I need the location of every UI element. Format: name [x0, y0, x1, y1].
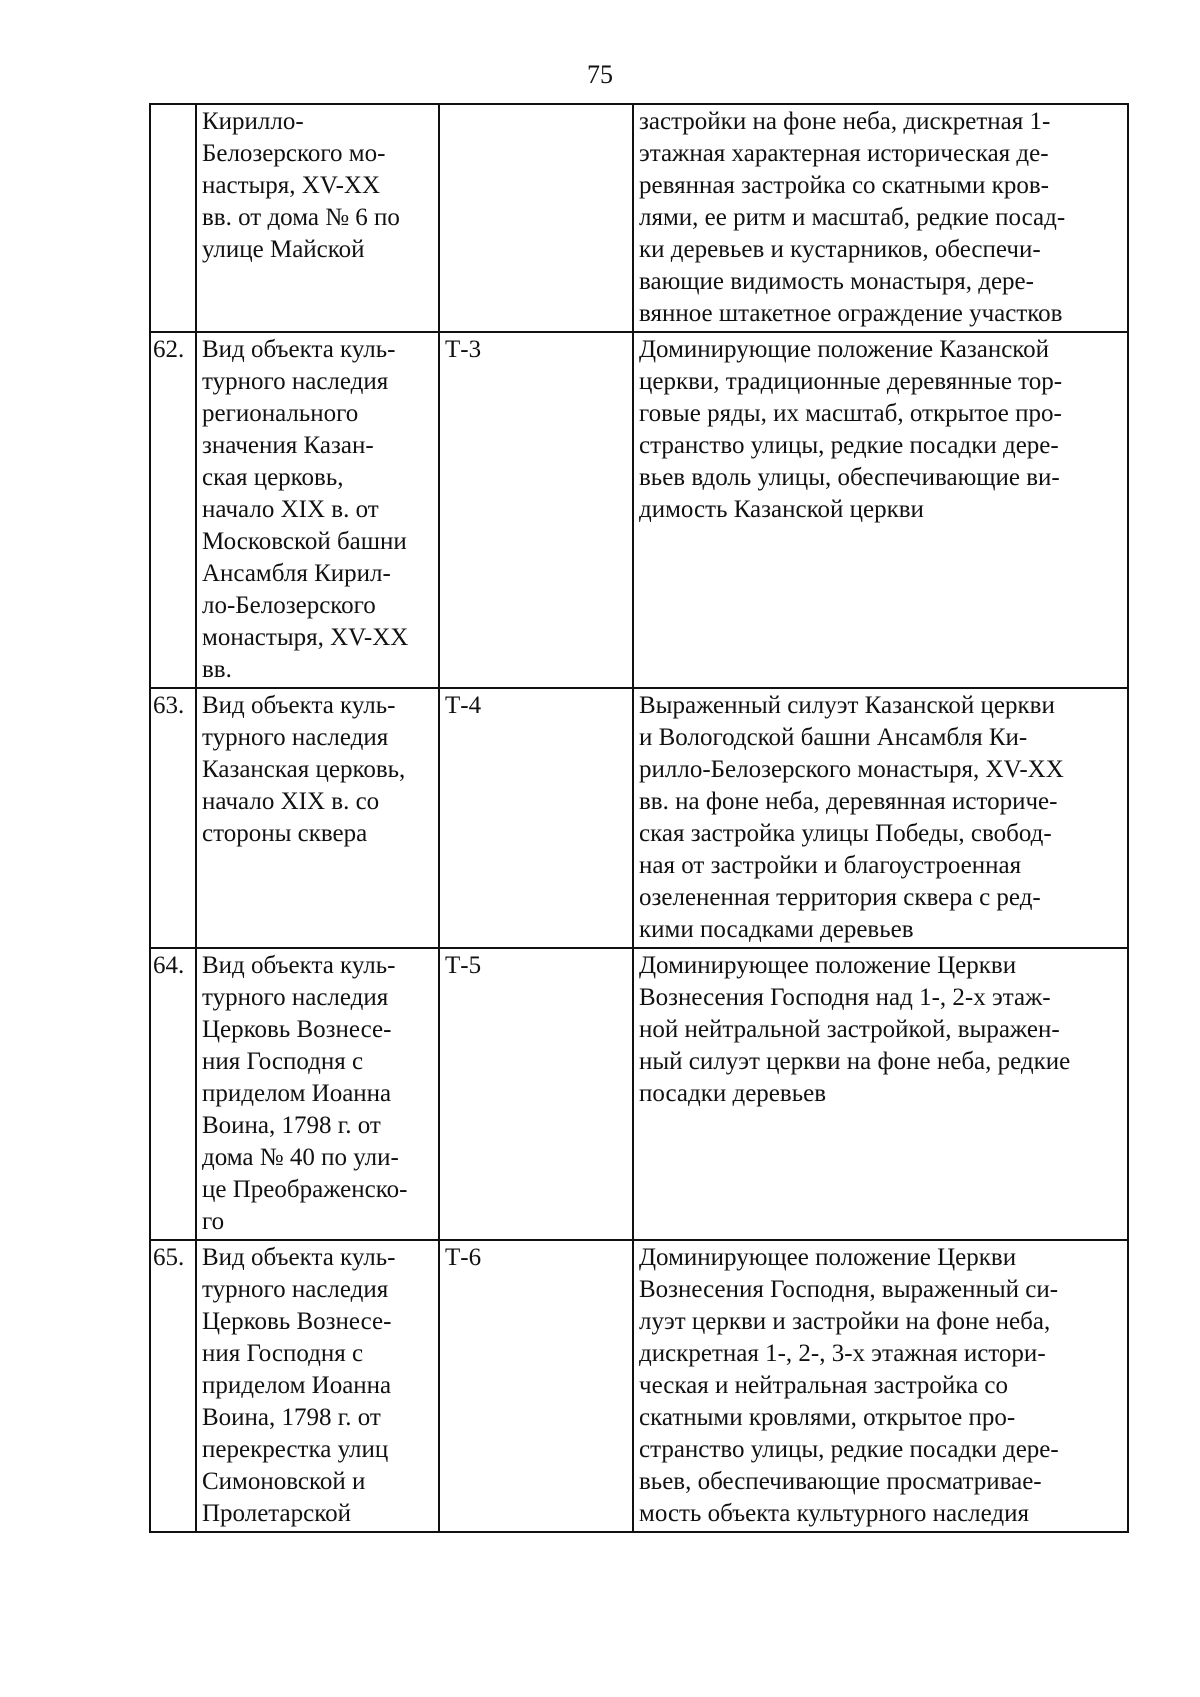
view-description-line: странство улицы, редкие посадки дере- [639, 432, 1059, 459]
table-body [150, 104, 1128, 1532]
view-name-line: регионального [202, 400, 359, 427]
view-description-cell [633, 332, 1128, 688]
view-description-line: димость Казанской церкви [639, 496, 924, 523]
table-row [150, 1240, 1128, 1532]
view-name-line: ло-Белозерского [202, 592, 376, 619]
view-description-line: Выраженный силуэт Казанской церкви [639, 692, 1055, 719]
view-name-line: ния Господня с [202, 1048, 364, 1075]
view-description-line: ной нейтральной застройкой, выражен- [639, 1016, 1060, 1043]
view-description-line: ки деревьев и кустарников, обеспечи- [639, 236, 1041, 263]
view-name-line: начало XIX в. от [202, 496, 379, 523]
view-description-line: ческая и нейтральная застройка со [639, 1372, 1009, 1399]
row-number: 63. [150, 688, 196, 948]
view-name-line: Московской башни [202, 528, 407, 555]
view-name-line: Кирилло- [202, 108, 304, 135]
table-row [150, 104, 1128, 332]
view-name-cell [196, 688, 439, 948]
view-description-line: вянное штакетное ограждение участков [639, 300, 1063, 327]
view-description-cell [633, 1240, 1128, 1532]
view-name-line: вв. от дома № 6 по [202, 204, 400, 231]
view-description-line: ная от застройки и благоустроенная [639, 852, 1022, 879]
table-row [150, 688, 1128, 948]
view-name-line: вв. [202, 656, 232, 683]
view-name-line: Ансамбля Кирил- [202, 560, 391, 587]
view-name-line: Белозерского мо- [202, 140, 386, 167]
view-name-line: Церковь Вознесе- [202, 1308, 392, 1335]
view-description-line: Доминирующее положение Церкви [639, 1244, 1017, 1271]
view-description-line: озелененная территория сквера с ред- [639, 884, 1041, 911]
view-name-line: Вид объекта куль- [202, 952, 396, 979]
view-name-line: значения Казан- [202, 432, 374, 459]
view-name-line: Казанская церковь, [202, 756, 406, 783]
view-description-cell [633, 104, 1128, 332]
view-description-line: мость объекта культурного наследия [639, 1500, 1030, 1527]
view-description-line: Вознесения Господня над 1-, 2-х этаж- [639, 984, 1051, 1011]
view-name-line: настыря, XV-XX [202, 172, 381, 199]
view-description-line: кими посадками деревьев [639, 916, 914, 943]
view-name-cell [196, 104, 439, 332]
view-name-cell [196, 1240, 439, 1532]
view-name-line: перекрестка улиц [202, 1436, 389, 1463]
view-name-line: монастыря, XV-XX [202, 624, 409, 651]
view-code-cell: Т-4 [439, 688, 633, 948]
row-number: 64. [150, 948, 196, 1240]
view-description-line: вв. на фоне неба, деревянная историче- [639, 788, 1058, 815]
view-description-line: застройки на фоне неба, дискретная 1- [639, 108, 1051, 135]
view-name-line: Пролетарской [202, 1500, 351, 1527]
table-row [150, 948, 1128, 1240]
table-row [150, 332, 1128, 688]
view-description-line: ный силуэт церкви на фоне неба, редкие [639, 1048, 1071, 1075]
view-description-cell [633, 948, 1128, 1240]
view-name-line: начало XIX в. со [202, 788, 380, 815]
view-name-line: Церковь Вознесе- [202, 1016, 392, 1043]
view-description-line: лями, ее ритм и масштаб, редкие посад- [639, 204, 1066, 231]
view-name-line: го [202, 1208, 225, 1235]
view-description-line: вьев, обеспечивающие просматривае- [639, 1468, 1042, 1495]
view-name-line: турного наследия [202, 1276, 389, 1303]
view-name-line: Воина, 1798 г. от [202, 1112, 381, 1139]
page-number: 75 [587, 60, 613, 89]
view-description-line: посадки деревьев [639, 1080, 827, 1107]
view-name-line: дома № 40 по ули- [202, 1144, 399, 1171]
view-name-cell [196, 948, 439, 1240]
view-name-line: Воина, 1798 г. от [202, 1404, 381, 1431]
view-name-line: турного наследия [202, 984, 389, 1011]
view-description-line: церкви, традиционные деревянные тор- [639, 368, 1063, 395]
view-description-line: вьев вдоль улицы, обеспечивающие ви- [639, 464, 1060, 491]
view-description-cell [633, 688, 1128, 948]
view-code-cell: Т-3 [439, 332, 633, 688]
view-name-line: Вид объекта куль- [202, 336, 396, 363]
view-code-cell [439, 104, 633, 332]
view-description-line: Доминирующее положение Церкви [639, 952, 1017, 979]
view-name-line: турного наследия [202, 724, 389, 751]
row-number [150, 104, 196, 332]
view-name-line: Симоновской и [202, 1468, 366, 1495]
view-name-line: стороны сквера [202, 820, 368, 847]
heritage-views-table [149, 103, 1129, 1533]
view-name-line: це Преображенско- [202, 1176, 408, 1203]
view-description-line: странство улицы, редкие посадки дере- [639, 1436, 1059, 1463]
view-description-line: этажная характерная историческая де- [639, 140, 1049, 167]
row-number: 62. [150, 332, 196, 688]
view-code-cell: Т-5 [439, 948, 633, 1240]
view-description-line: рилло-Белозерского монастыря, XV-XX [639, 756, 1064, 783]
view-name-line: Вид объекта куль- [202, 1244, 396, 1271]
view-description-line: говые ряды, их масштаб, открытое про- [639, 400, 1062, 427]
view-description-line: луэт церкви и застройки на фоне неба, [639, 1308, 1051, 1335]
view-name-line: ская церковь, [202, 464, 344, 491]
view-name-line: приделом Иоанна [202, 1372, 392, 1399]
view-name-line: ния Господня с [202, 1340, 364, 1367]
view-name-line: приделом Иоанна [202, 1080, 392, 1107]
view-description-line: вающие видимость монастыря, дере- [639, 268, 1034, 295]
view-description-line: Доминирующие положение Казанской [639, 336, 1050, 363]
view-description-line: скатными кровлями, открытое про- [639, 1404, 1016, 1431]
view-description-line: ревянная застройка со скатными кров- [639, 172, 1049, 199]
view-code-cell: Т-6 [439, 1240, 633, 1532]
view-name-line: Вид объекта куль- [202, 692, 396, 719]
row-number: 65. [150, 1240, 196, 1532]
view-name-cell [196, 332, 439, 688]
view-name-line: улице Майской [202, 236, 365, 263]
view-description-line: Вознесения Господня, выраженный си- [639, 1276, 1059, 1303]
view-description-line: и Вологодской башни Ансамбля Ки- [639, 724, 1028, 751]
view-name-line: турного наследия [202, 368, 389, 395]
view-description-line: дискретная 1-, 2-, 3-х этажная истори- [639, 1340, 1046, 1367]
view-description-line: ская застройка улицы Победы, свобод- [639, 820, 1052, 847]
